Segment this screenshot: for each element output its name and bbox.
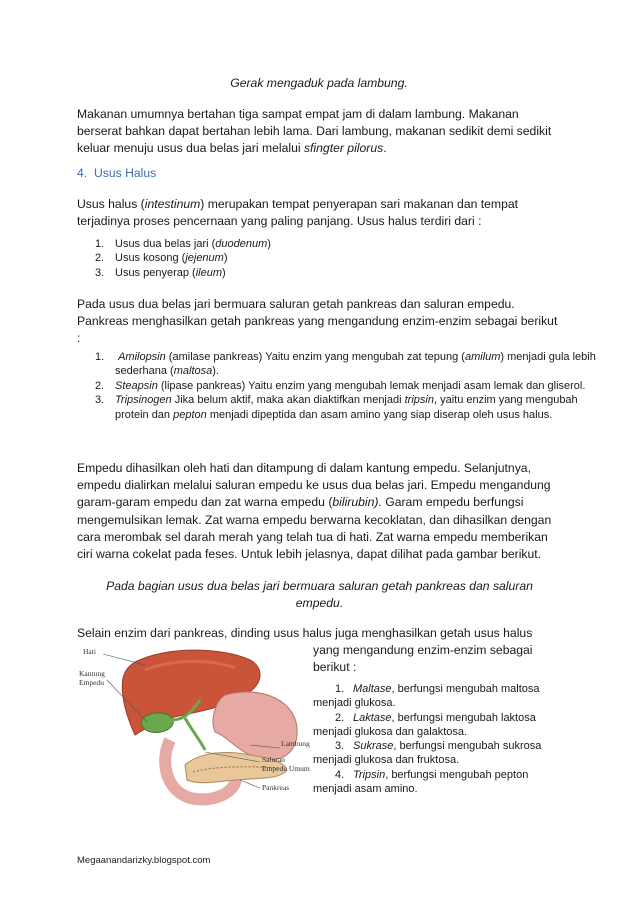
list-item: Usus penyerap (ileum)	[115, 266, 226, 279]
label-duct-2: Empedu Umum	[262, 764, 310, 773]
paragraph-pancreas: Pada usus dua belas jari bermuara saluran getah pankreas dan saluran empedu. Pankreas menghasilkan getah pankreas yang mengandung enzim-enzim sebagai berikut :	[77, 297, 558, 346]
gallbladder-shape	[141, 713, 173, 732]
list-item: 4. Tripsin, berfungsi mengubah pepton menjadi asam amino.	[313, 768, 529, 796]
list-item: Steapsin (lipase pankreas) Yaitu enzim yang mengubah lemak menjadi asam lemak dan gliserol.	[115, 379, 586, 392]
label-duct-1: Saluran	[262, 755, 285, 764]
label-pancreas: Pankreas	[262, 783, 290, 792]
label-stomach: Lambung	[281, 739, 310, 748]
intestine-parts-list	[77, 237, 599, 280]
stomach-shape	[213, 692, 297, 760]
list-item: 2. Laktase, berfungsi mengubah laktosa menjadi glukosa dan galaktosa.	[313, 711, 536, 738]
list-item: Amilopsin (amilase pankreas) Yaitu enzim yang mengubah zat tepung (amilum) menjadi gula lebih sederhana (maltosa).	[115, 351, 596, 378]
list-item: 3. Sukrase, berfungsi mengubah sukrosa menjadi glukosa dan fruktosa.	[313, 740, 542, 767]
paragraph-bile: Empedu dihasilkan oleh hati dan ditampung di dalam kantung empedu. Selanjutnya, empedu dialirkan melalui saluran empedu ke usus dua belas jari. Empedu mengandung garam-garam empedu dan zat warna empedu (bilirubin). Garam empedu berfungsi mengemulsikan lemak. Zat warna empedu berwarna kecoklatan, dan dihasilkan dengan cara merombak sel darah merah yang telah tua di hati. Zat warna empedu memberikan ciri warna cokelat pada feses. Untuk lebih jelasnya, dapat dilihat pada gambar berikut.	[77, 461, 552, 562]
list-item: 1. Maltase, berfungsi mengubah maltosa menjadi glukosa.	[313, 683, 540, 710]
list-item: Tripsinogen Jika belum aktif, maka akan diaktifkan menjadi tripsin, yaitu enzim yang mengubah protein dan pepton menjadi dipeptida dan asam amino yang siap diserap oleh usus halus.	[115, 394, 578, 421]
footer-source: Megaanandarizky.blogspot.com	[77, 855, 211, 866]
paragraph-intestinal-juice-cont: yang mengandung enzim-enzim sebagai berikut :	[313, 643, 533, 675]
pancreas-enzyme-list	[77, 350, 599, 422]
caption-stomach: Gerak mengaduk pada lambung.	[230, 76, 408, 90]
label-liver: Hati	[83, 647, 96, 656]
list-item: Usus kosong (jejenum)	[115, 252, 228, 265]
section-heading: 4. Usus Halus	[77, 166, 157, 180]
paragraph-stomach: Makanan umumnya bertahan tiga sampat empat jam di dalam lambung. Makanan berserat bahkan dapat bertahan lebih lama. Dari lambung, makanan sedikit demi sedikit keluar menuju usus dua belas jari melalui sfingter pilorus.	[77, 107, 552, 156]
paragraph-intestinal-juice: Selain enzim dari pankreas, dinding usus halus juga menghasilkan getah usus halus	[77, 626, 533, 640]
digestive-organs-figure	[75, 640, 310, 810]
intestine-enzyme-list	[313, 682, 563, 796]
label-gallbladder-2: Empedu	[79, 678, 104, 687]
caption-figure: Pada bagian usus dua belas jari bermuara saluran getah pankreas dan saluran empedu.	[106, 579, 533, 611]
paragraph-small-intestine: Usus halus (intestinum) merupakan tempat penyerapan sari makanan dan tempat terjadinya proses pencernaan yang paling panjang. Usus halus terdiri dari :	[77, 197, 519, 229]
label-gallbladder-1: Kantung	[79, 669, 105, 678]
list-item: Usus dua belas jari (duodenum)	[115, 238, 271, 250]
